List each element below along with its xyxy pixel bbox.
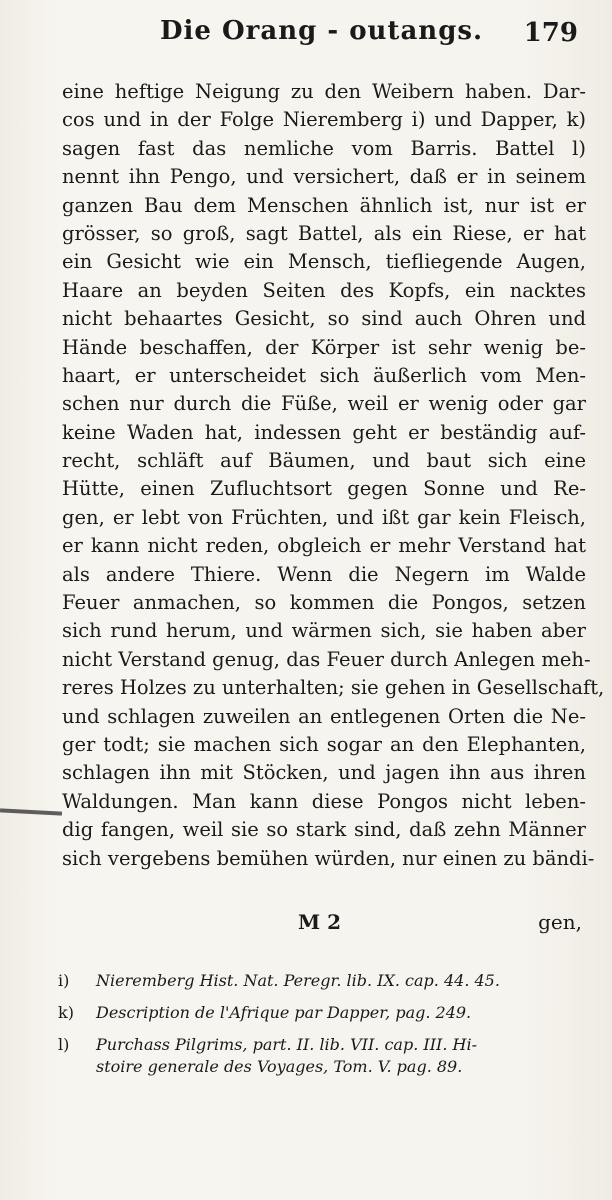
text-line: eine heftige Neigung zu den Weibern haben. Dar- <box>62 80 586 103</box>
text-line: nicht behaartes Gesicht, so sind auch Ohren und <box>62 307 586 331</box>
text-line: als andere Thiere. Wenn die Negern im Walde <box>62 562 586 586</box>
footnote-label: k) <box>58 1003 74 1022</box>
footnote-label: i) <box>58 971 70 990</box>
text-line: Hütte, einen Zufluchtsort gegen Sonne und Re- <box>62 477 586 501</box>
text-line: Haare an beyden Seiten des Kopfs, ein nacktes <box>62 278 586 302</box>
footnote-i <box>58 970 578 992</box>
text-line: sich rund herum, und wärmen sich, sie haben aber <box>62 619 586 643</box>
text-line: ein Gesicht wie ein Mensch, tiefliegende Augen, <box>62 250 586 274</box>
text-line: und schlagen zuweilen an entlegenen Orten die Ne- <box>62 704 586 728</box>
text-line: Waldungen. Man kann diese Pongos nicht leben- <box>62 789 586 813</box>
signature-mark: M 2 <box>298 910 342 934</box>
text-line: nicht Verstand genug, das Feuer durch Anlegen meh- <box>62 647 591 671</box>
footnote-text: Description de l'Afrique par Dapper, pag. 249. <box>96 1003 472 1022</box>
text-line: schen nur durch die Füße, weil er wenig oder gar <box>62 392 586 416</box>
footnote-k <box>58 1002 578 1024</box>
text-line: reres Holzes zu unterhalten; sie gehen in Gesellschaft, <box>62 676 605 700</box>
text-line: haart, er unterscheidet sich äußerlich vom Men- <box>62 363 586 387</box>
text-line: gen, er lebt von Früchten, und ißt gar kein Fleisch, <box>62 505 586 529</box>
signature-row <box>62 910 586 940</box>
body-text <box>62 78 605 873</box>
running-title: Die Orang - outangs. <box>160 16 484 46</box>
text-line: ganzen Bau dem Menschen ähnlich ist, nur ist er <box>62 193 586 217</box>
text-line: sagen fast das nemliche vom Barris. Battel l) <box>62 136 586 160</box>
text-line: cos und in der Folge Nieremberg i) und Dapper, k) <box>62 108 586 132</box>
text-line: recht, schläft auf Bäumen, und baut sich eine <box>62 449 586 473</box>
footnote-l <box>58 1034 578 1056</box>
footnote-text: Nieremberg Hist. Nat. Peregr. lib. IX. cap. 44. 45. <box>96 971 500 990</box>
text-line: dig fangen, weil sie so stark sind, daß zehn Männer <box>62 818 586 842</box>
footnote-label: l) <box>58 1035 70 1054</box>
footnote-text: Purchass Pilgrims, part. II. lib. VII. cap. III. Hi- <box>96 1035 477 1054</box>
text-line: keine Waden hat, indessen geht er beständig auf- <box>62 420 586 444</box>
footnote-continuation: stoire generale des Voyages, Tom. V. pag. 89. <box>96 1057 463 1076</box>
text-line: Hände beschaffen, der Körper ist sehr wenig be- <box>62 335 586 359</box>
text-line: sich vergebens bemühen würden, nur einen zu bändi- <box>62 846 595 870</box>
text-line: nennt ihn Pengo, und versichert, daß er in seinem <box>62 165 586 189</box>
text-line: ger todt; sie machen sich sogar an den Elephanten, <box>62 732 586 756</box>
catchword: gen, <box>538 910 582 934</box>
margin-ink-mark <box>0 808 62 815</box>
footnotes <box>58 970 578 1078</box>
page-header <box>0 10 612 54</box>
page-number: 179 <box>523 18 578 48</box>
text-line: grösser, so groß, sagt Battel, als ein Riese, er hat <box>62 221 586 245</box>
text-line: schlagen ihn mit Stöcken, und jagen ihn aus ihren <box>62 761 586 785</box>
text-line: er kann nicht reden, obgleich er mehr Verstand hat <box>62 534 586 558</box>
text-line: Feuer anmachen, so kommen die Pongos, setzen <box>62 591 586 615</box>
